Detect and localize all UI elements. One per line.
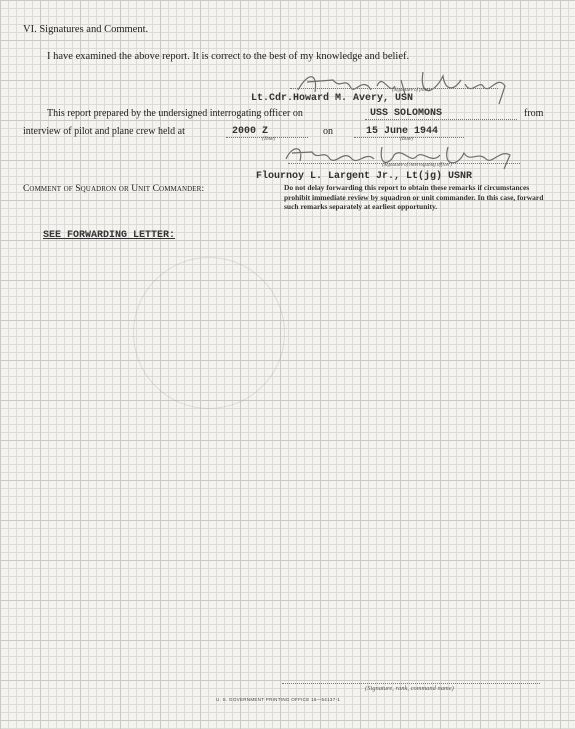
- printing-office-note: U. S. GOVERNMENT PRINTING OFFICE 16—54137-1: [216, 697, 341, 702]
- report-line2-text: interview of pilot and plane crew held at: [23, 126, 185, 137]
- ship-name: USS SOLOMONS: [370, 108, 443, 119]
- commander-comment-instructions: Do not delay forwarding this report to obtain these remarks if circumstances prohibit immediate review by squadron or unit commander. In this case, forward such remarks separately at earliest opportunity.: [284, 183, 544, 211]
- ship-line: [365, 119, 517, 120]
- interview-date: 15 June 1944: [366, 126, 439, 137]
- officer-typed-name: Flournoy L. Largent Jr., Lt(jg) USNR: [256, 171, 473, 182]
- commander-signature-line: [282, 683, 540, 684]
- forwarding-note: SEE FORWARDING LETTER:: [43, 230, 176, 241]
- report-line1-text: This report prepared by the undersigned interrogating officer on: [47, 108, 303, 119]
- certification-statement: I have examined the above report. It is correct to the best of my knowledge and belief.: [47, 51, 410, 62]
- commander-signature-caption: (Signature, rank, command name): [365, 685, 454, 692]
- date-caption: (Date): [400, 137, 414, 142]
- commander-comment-label: Comment of Squadron or Unit Commander:: [23, 184, 205, 194]
- pilot-signature-caption: (Signature of pilot): [392, 88, 431, 93]
- interview-time: 2000 Z: [232, 126, 269, 137]
- time-caption: (Time): [262, 137, 276, 142]
- on-label: on: [323, 126, 333, 137]
- section-title: VI. Signatures and Comment.: [23, 24, 149, 35]
- officer-signature-caption: (Signature of interrogating officer): [382, 163, 452, 168]
- pilot-typed-name: Lt.Cdr.Howard M. Avery, USN: [251, 93, 414, 104]
- faded-seal-watermark: [133, 257, 285, 409]
- report-line1-end: from: [524, 108, 544, 119]
